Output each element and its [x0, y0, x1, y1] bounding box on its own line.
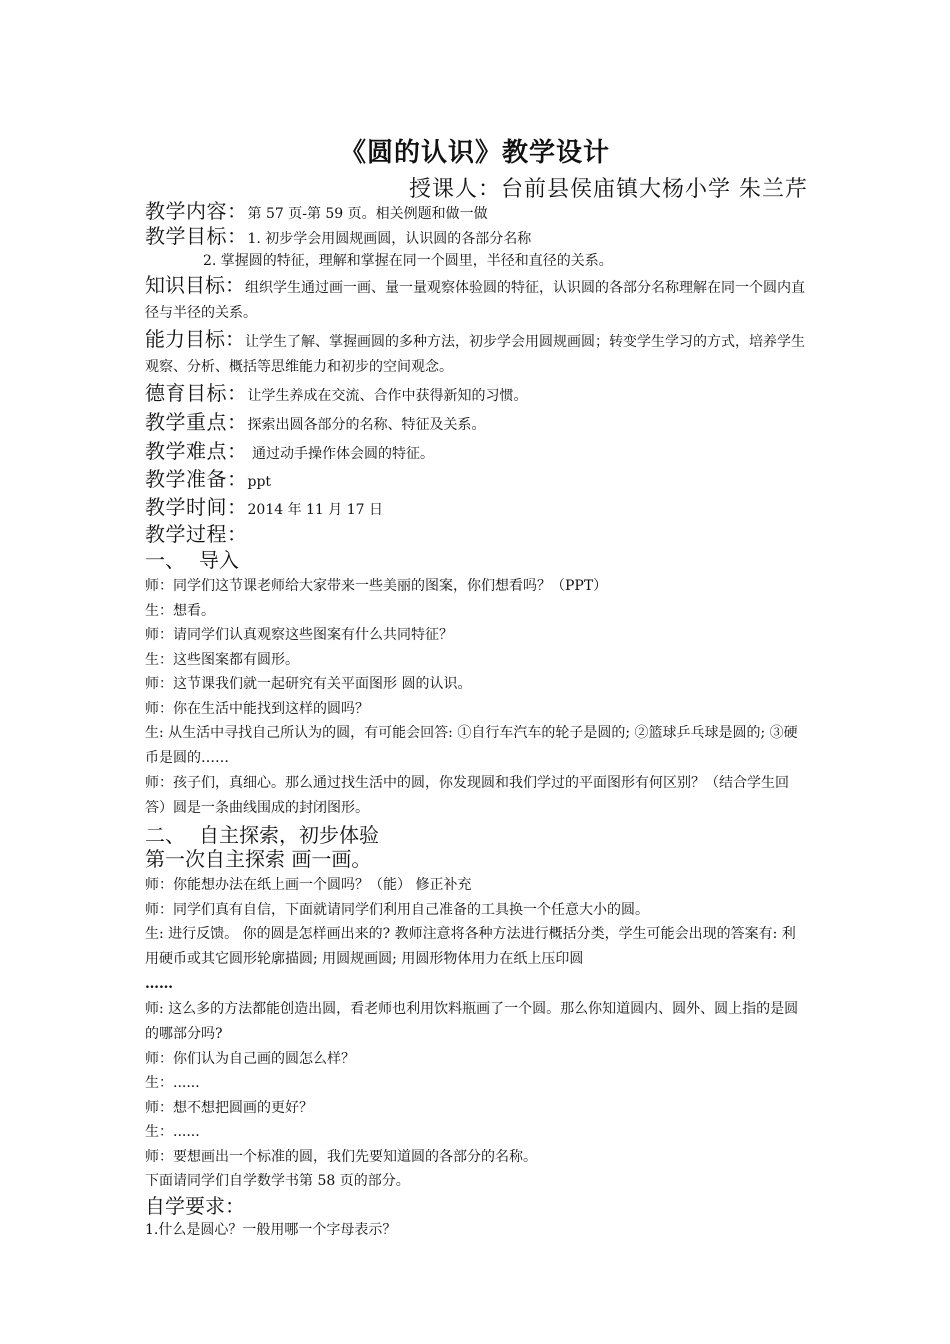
ability-goal — [145, 327, 809, 380]
document-title: 《圆的认识》教学设计 — [339, 138, 610, 168]
dialogue-line: 师：这节课我们就一起研究有关平面图形 圆的认识。 — [145, 676, 472, 692]
dialogue-line: 师：你们认为自己画的圆怎么样？ — [145, 1050, 355, 1067]
section-1-heading — [145, 548, 809, 572]
dialogue-paragraph: 师：孩子们，真细心。那么通过找生活中的圆，你发现圆和我们学过的平面图形有何区别？（结合学生回答）圆是一条曲线围成的封闭图形。 — [145, 775, 789, 816]
moral-row — [145, 382, 809, 407]
dialogue-line: 师：要想画出一个标准的圆，我们先要知道圆的各部分的名称。 — [145, 1148, 537, 1165]
difficulty-label: 教学难点： — [145, 440, 248, 463]
time-label: 教学时间： — [145, 496, 248, 519]
section-1-number: 一、 — [145, 548, 185, 572]
dialogue-line: 生：这些图案都有圆形。 — [145, 651, 299, 668]
difficulty-text: 通过动手操作体会圆的特征。 — [247, 446, 434, 462]
knowledge-label: 知识目标： — [145, 273, 245, 297]
key-text: 探索出圆各部分的名称、特征及关系。 — [247, 417, 486, 433]
dialogue-line: 生：...... — [145, 1075, 200, 1091]
dialogue-line: 师：想不想把圆画的更好？ — [145, 1099, 313, 1116]
ellipsis-line: …… — [145, 976, 173, 992]
section-2-dialogue — [145, 873, 809, 1194]
subsection-heading: 第一次自主探索 画一画。 — [145, 847, 372, 871]
section-1-title: 导入 — [199, 548, 239, 572]
dialogue-paragraph: 师: 这么多的方法都能创造出圆，看老师也利用饮料瓶画了一个圆。那么你知道圆内、圆外、圆上指的是圆的哪部分吗? — [145, 1000, 799, 1042]
self-study-question-1: 1.什么是圆心？一般用哪一个字母表示？ — [145, 1221, 397, 1238]
dialogue-paragraph: 生: 进行反馈。 你的圆是怎样画出来的? 教师注意将各种方法进行概括分类，学生可能会出现的答案有: 利用硬币或其它圆形轮廓描圆; 用圆规画圆; 用圆形物体用力在纸上压印圆 — [145, 926, 796, 967]
dialogue-line: 师：你在生活中能找到这样的圆吗？ — [145, 700, 369, 717]
process-row — [145, 523, 809, 548]
dialogue-line: 师：同学们这节课老师给大家带来一些美丽的图案，你们想看吗？（PPT） — [145, 578, 608, 594]
author-line: 授课人：台前县侯庙镇大杨小学 朱兰芹 — [409, 177, 808, 202]
key-label: 教学重点： — [145, 411, 248, 434]
content-row — [145, 200, 809, 225]
document-body — [145, 200, 809, 1242]
knowledge-text: 组织学生通过画一画、量一量观察体验圆的特征，认识圆的各部分名称理解在同一个圆内直径与半径的关系。 — [145, 280, 805, 321]
goals-item1: 1. 初步学会用圆规画圆，认识圆的各部分名称 — [247, 231, 532, 247]
dialogue-line: 生：想看。 — [145, 602, 215, 619]
dialogue-line: 师：请同学们认真观察这些图案有什么共同特征？ — [145, 627, 453, 643]
knowledge-goal — [145, 273, 809, 326]
goals-row — [145, 225, 809, 250]
section-2-heading — [145, 823, 809, 847]
content-label: 教学内容： — [145, 200, 248, 223]
goals-label: 教学目标： — [145, 225, 248, 248]
dialogue-line: 师：同学们真有自信，下面就请同学们利用自己准备的工具换一个任意大小的圆。 — [145, 901, 649, 918]
goals-item2: 2. 掌握圆的特征，理解和掌握在同一个圆里，半径和直径的关系。 — [203, 253, 613, 269]
key-row — [145, 411, 809, 436]
difficulty-row — [145, 440, 809, 465]
dialogue-line: 生：...... — [145, 1124, 200, 1140]
process-label: 教学过程： — [145, 523, 248, 546]
dialogue-line: 下面请同学们自学数学书第 58 页的部分。 — [145, 1173, 410, 1189]
prep-text: ppt — [247, 474, 272, 490]
section-1-dialogue — [145, 574, 809, 821]
ability-label: 能力目标： — [145, 327, 245, 351]
time-text: 2014 年 11 月 17 日 — [247, 502, 384, 518]
dialogue-paragraph: 生: 从生活中寻找自己所认为的圆，有可能会回答: ①自行车汽车的轮子是圆的; ②篮球乒乓球是圆的; ③硬币是圆的…… — [145, 725, 798, 766]
section-2-number: 二、 — [145, 823, 185, 847]
content-text: 第 57 页-第 59 页。相关例题和做一做 — [247, 206, 488, 222]
prep-label: 教学准备： — [145, 468, 248, 491]
prep-row — [145, 468, 809, 493]
moral-text: 让学生养成在交流、合作中获得新知的习惯。 — [247, 388, 528, 404]
section-2-title: 自主探索，初步体验 — [199, 823, 379, 847]
self-study-heading: 自学要求： — [145, 1193, 245, 1218]
moral-label: 德育目标： — [145, 382, 248, 405]
ability-text: 让学生了解、掌握画圆的多种方法，初步学会用圆规画圆；转变学生学习的方式，培养学生观察、分析、概括等思维能力和初步的空间观念。 — [145, 334, 805, 375]
dialogue-line: 师：你能想办法在纸上画一个圆吗？（能） 修正补充 — [145, 877, 472, 893]
time-row — [145, 496, 809, 521]
